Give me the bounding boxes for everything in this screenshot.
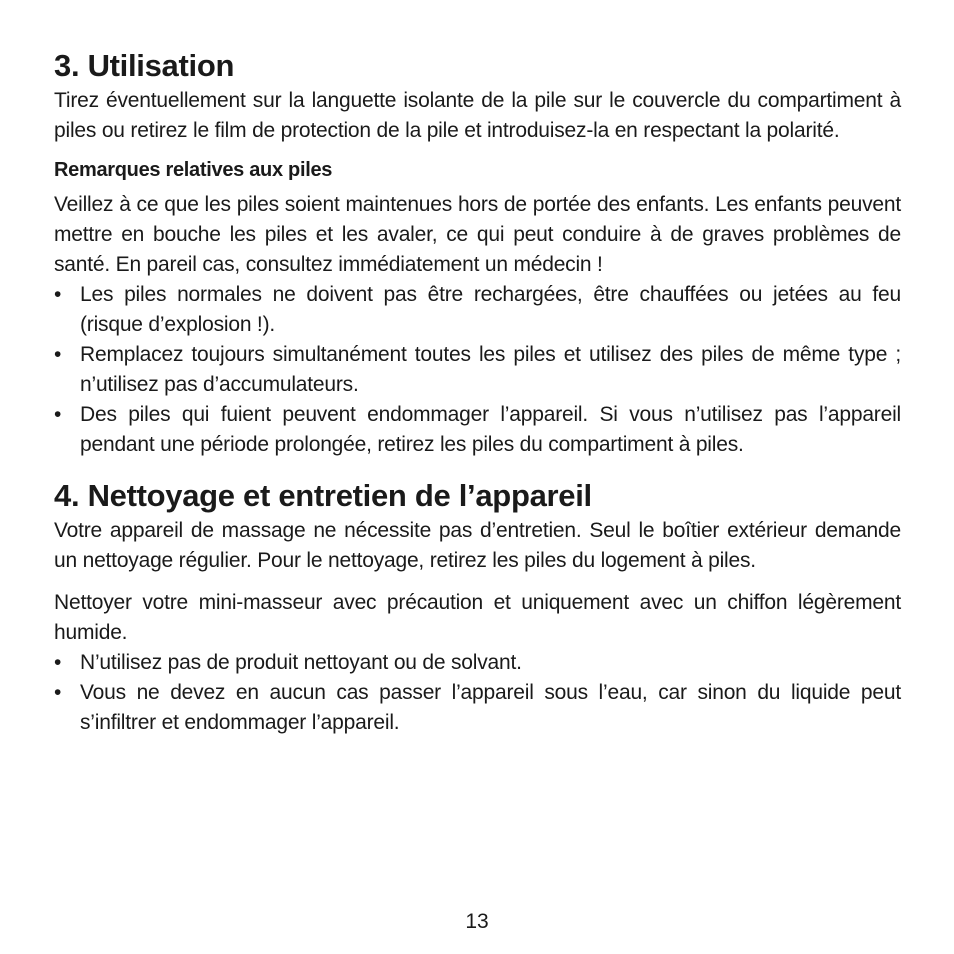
- section-3-heading: 3. Utilisation: [54, 48, 235, 83]
- battery-notes-subheading: Remarques relatives aux piles: [54, 159, 333, 181]
- section-4-paragraph-2: Nettoyer votre mini-masseur avec précaution et uniquement avec un chiffon légèrement humide.: [54, 591, 901, 644]
- list-item: • Les piles normales ne doivent pas être rechargées, être chauffées ou jetées au feu (risque d’explosion !).: [54, 280, 901, 340]
- section-4-heading: 4. Nettoyage et entretien de l’appareil: [54, 478, 592, 513]
- document-page: [54, 46, 901, 738]
- battery-notes-list: [54, 280, 901, 460]
- section-4-paragraph-1: Votre appareil de massage ne nécessite pas d’entretien. Seul le boîtier extérieur demande un nettoyage régulier. Pour le nettoyage, retirez les piles du logement à piles.: [54, 519, 901, 572]
- list-item: • Vous ne devez en aucun cas passer l’appareil sous l’eau, car sinon du liquide peut s’infiltrer et endommager l’appareil.: [54, 678, 901, 738]
- section-3-intro: Tirez éventuellement sur la languette isolante de la pile sur le couvercle du compartiment à piles ou retirez le film de protection de la pile et introduisez-la en respectant la polarité.: [54, 89, 901, 142]
- list-item: • Remplacez toujours simultanément toutes les piles et utilisez des piles de même type ; n’utilisez pas d’accumulateurs.: [54, 340, 901, 400]
- cleaning-notes-list: [54, 648, 901, 738]
- battery-warning-paragraph: Veillez à ce que les piles soient maintenues hors de portée des enfants. Les enfants peuvent mettre en bouche les piles et les avaler, ce qui peut conduire à de graves problèmes de santé. En pareil cas, consultez immédiatement un médecin !: [54, 193, 901, 276]
- list-item: • Des piles qui fuient peuvent endommager l’appareil. Si vous n’utilisez pas l’appareil pendant une période prolongée, retirez les piles du compartiment à piles.: [54, 400, 901, 460]
- list-item: • N’utilisez pas de produit nettoyant ou de solvant.: [54, 648, 901, 678]
- page-number: 13: [465, 910, 489, 933]
